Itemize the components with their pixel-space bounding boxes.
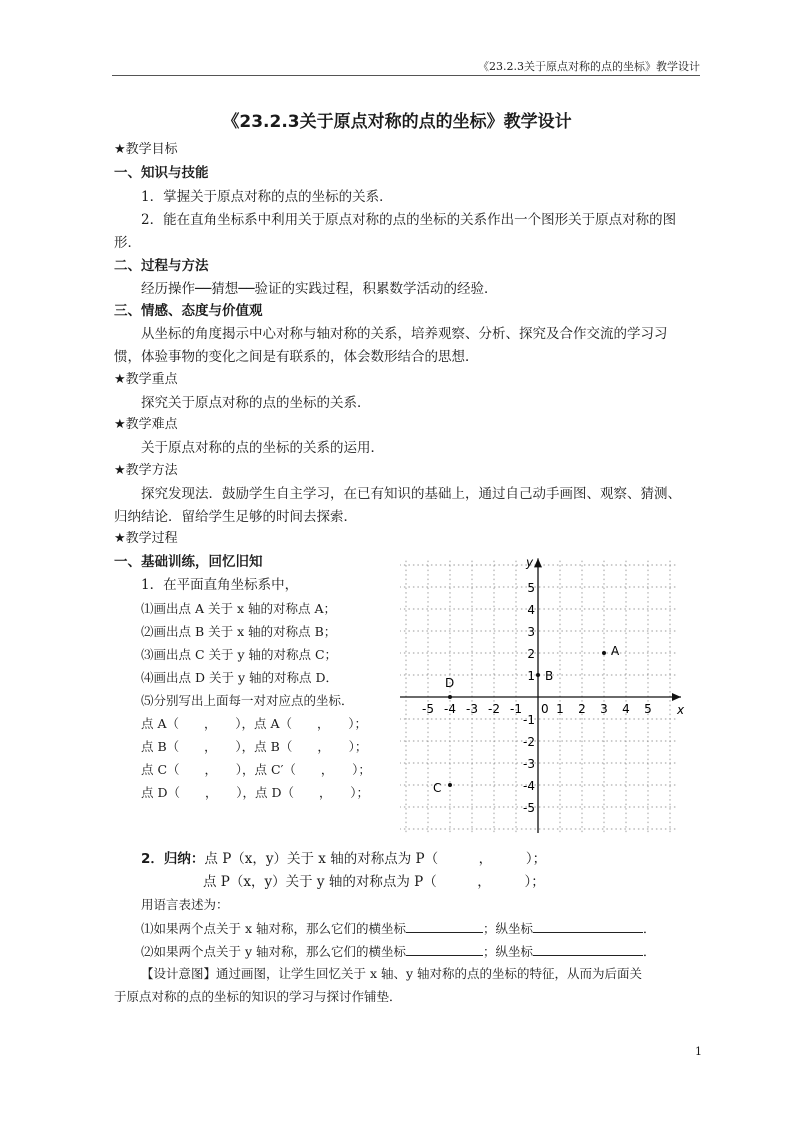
end-mark: ． — [643, 944, 656, 959]
y-tick-label: -4 — [523, 779, 535, 793]
x-axis-arrow — [672, 693, 681, 701]
document-title: 《23.2.3关于原点对称的点的坐标》教学设计 — [222, 112, 572, 132]
q1-item-3: ⑶画出点 C 关于 y 轴的对称点 C； — [141, 647, 338, 662]
blank-line — [406, 942, 483, 956]
x-tick-label: -2 — [488, 702, 500, 716]
running-header: 《23.2.3关于原点对称的点的坐标》教学设计 — [478, 60, 700, 73]
language-intro: 用语言表述为： — [141, 897, 229, 912]
q1-item-2: ⑵画出点 B 关于 x 轴的对称点 B； — [141, 624, 337, 639]
x-tick-label: 4 — [622, 702, 630, 716]
blank-pair-b: 点 B（ ， ），点 B（ ， ）； — [141, 739, 368, 754]
point-label-b: B — [545, 669, 554, 683]
method-text: 探究发现法．鼓励学生自主学习，在已有知识的基础上，通过自己动手画图、观察、猜测、 — [141, 486, 681, 502]
key-text: 探究关于原点对称的点的坐标的关系． — [141, 395, 371, 411]
point-d — [448, 695, 452, 699]
lang2-text-b: ；纵坐标 — [483, 944, 534, 959]
blank-pair-d: 点 D（ ， ），点 D（ ， ）； — [141, 785, 369, 800]
difficulty-text: 关于原点对称的点的坐标的关系的运用． — [141, 440, 384, 456]
y-tick-label: -5 — [523, 801, 535, 815]
blank-line — [533, 919, 643, 933]
point-label-a: A — [611, 644, 620, 658]
blank-line — [533, 942, 643, 956]
lang2-text-a: ⑵如果两个点关于 y 轴对称，那么它们的横坐标 — [141, 944, 407, 959]
goals-section-2: 二、过程与方法 — [114, 258, 209, 274]
lang1-text-a: ⑴如果两个点关于 x 轴对称，那么它们的横坐标 — [141, 921, 406, 936]
y-tick-label: 1 — [527, 669, 535, 683]
y-tick-label: -2 — [523, 735, 535, 749]
difficulty-heading: ★教学难点 — [114, 417, 178, 432]
point-a — [602, 651, 606, 655]
y-tick-label: -1 — [523, 713, 535, 727]
blank-pair-c: 点 C（ ， ），点 C′（ ， ）； — [141, 762, 371, 777]
process-part-1: 一、基础训练，回忆旧知 — [114, 554, 263, 570]
q1-item-5: ⑸分别写出上面每一对对应点的坐标． — [141, 693, 354, 708]
goals-s2-text: 经历操作──猜想──验证的实践过程，积累数学活动的经验． — [141, 281, 498, 297]
design-intent: 【设计意图】通过画图，让学生回忆关于 x 轴、y 轴对称的点的坐标的特征，从而为后面关 — [141, 966, 643, 981]
x-tick-label: -5 — [422, 702, 434, 716]
x-tick-label: 2 — [578, 702, 586, 716]
key-heading: ★教学重点 — [114, 372, 178, 387]
q2-line-2: 点 P（x，y）关于 y 轴的对称点为 P（ ， ）； — [203, 874, 545, 890]
y-axis-arrow — [534, 558, 542, 567]
y-tick-label: 2 — [527, 647, 535, 661]
point-c — [448, 783, 452, 787]
x-tick-label: -3 — [466, 702, 478, 716]
goals-section-1: 一、知识与技能 — [114, 165, 209, 181]
x-tick-label: -4 — [444, 702, 456, 716]
lang1-text-b: ；纵坐标 — [483, 921, 534, 936]
q2-line-1: 点 P（x，y）关于 x 轴的对称点为 P（ ， ）； — [204, 851, 547, 867]
method-heading: ★教学方法 — [114, 463, 178, 478]
goals-s3-text-cont: 惯，体验事物的变化之间是有联系的，体会数形结合的思想． — [114, 349, 479, 365]
point-label-c: C — [433, 781, 442, 795]
header-rule — [112, 75, 700, 76]
x-tick-label: 3 — [600, 702, 608, 716]
page-number: 1 — [695, 1045, 702, 1058]
goals-s3-text: 从坐标的角度揭示中心对称与轴对称的关系，培养观察、分析、探究及合作交流的学习习 — [141, 326, 668, 342]
q1-item-4: ⑷画出点 D 关于 y 轴的对称点 D． — [141, 670, 338, 685]
question-1: 1．在平面直角坐标系中， — [141, 577, 299, 593]
x-tick-label: -1 — [510, 702, 522, 716]
x-tick-label: 5 — [644, 702, 652, 716]
y-tick-label: 5 — [527, 581, 535, 595]
x-tick-label: 1 — [556, 702, 564, 716]
language-item-2 — [141, 942, 656, 961]
y-tick-label: 3 — [527, 625, 535, 639]
y-tick-label: -3 — [523, 757, 535, 771]
blank-line — [406, 919, 483, 933]
question-2 — [141, 850, 546, 868]
y-axis-label: y — [526, 555, 534, 570]
goals-s1-item-1: 1．掌握关于原点对称的点的坐标的关系． — [141, 189, 393, 205]
method-text-cont: 归纳结论．留给学生足够的时间去探索． — [114, 509, 357, 525]
x-axis-label: x — [677, 703, 685, 717]
design-intent-cont: 于原点对称的点的坐标的知识的学习与探讨作铺垫． — [114, 989, 402, 1004]
blank-pair-a: 点 A（ ， ），点 A（ ， ）； — [141, 716, 368, 731]
coordinate-grid — [400, 548, 690, 833]
point-b — [536, 673, 540, 677]
q1-item-1: ⑴画出点 A 关于 x 轴的对称点 A； — [141, 601, 336, 616]
process-heading: ★教学过程 — [114, 531, 178, 546]
point-label-d: D — [445, 676, 455, 690]
origin-label: 0 — [541, 702, 549, 716]
goals-heading: ★教学目标 — [114, 142, 178, 157]
language-item-1 — [141, 919, 656, 938]
goals-s1-item-2: 2．能在直角坐标系中利用关于原点对称的点的坐标的关系作出一个图形关于原点对称的图 — [141, 212, 677, 228]
goals-section-3: 三、情感、态度与价值观 — [114, 303, 263, 319]
end-mark: ． — [643, 921, 656, 936]
goals-s1-item-2-cont: 形． — [114, 235, 141, 251]
q2-label: 2．归纳： — [141, 851, 205, 867]
y-tick-label: 4 — [527, 603, 535, 617]
